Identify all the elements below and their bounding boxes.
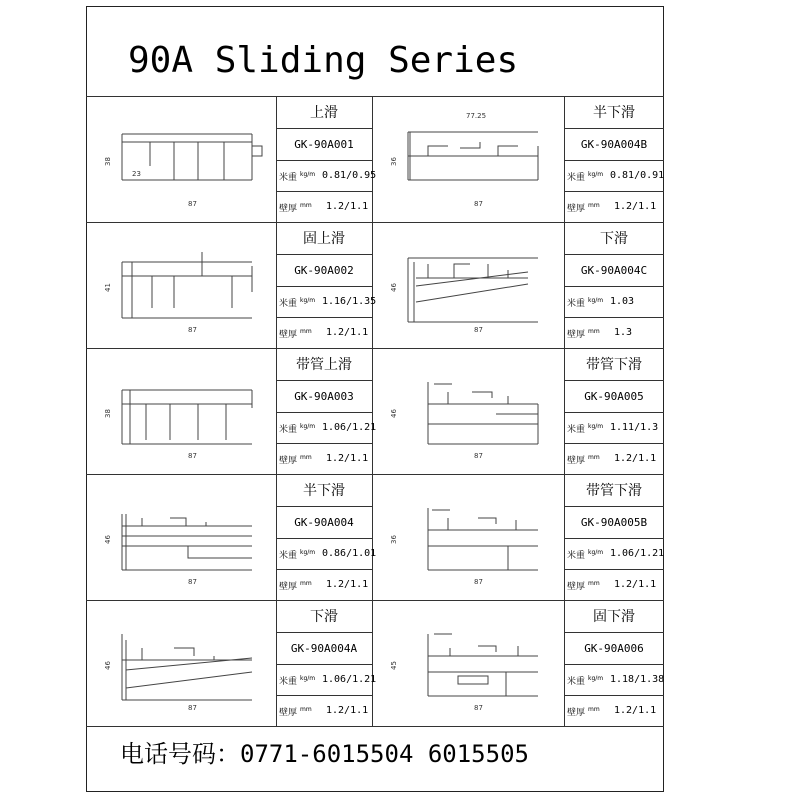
weight-unit: kg/m [300,171,316,178]
weight-unit: kg/m [588,171,604,178]
weight-label: 米重 [567,551,586,561]
dimension-label: 46 [104,535,112,544]
weight-value: 1.06/1.21 [610,548,665,559]
row-divider [86,726,664,727]
info-divider [564,412,664,413]
profile-outline [122,134,262,180]
info-divider [564,128,664,129]
profile-drawing [102,474,282,600]
profile-name: 带管上滑 [296,357,352,373]
profile-outline [408,132,538,180]
weight-label: 米重 [279,677,298,687]
thickness-label: 壁厚 [279,708,298,718]
info-divider [276,632,372,633]
dimension-label: 87 [188,578,197,586]
info-divider [564,443,664,444]
weight-value: 0.81/0.91 [610,170,665,181]
profile-drawing [388,222,568,348]
thickness-value: 1.2/1.1 [614,201,657,212]
profile-name: 半下滑 [303,483,345,499]
dimension-label: 87 [188,200,197,208]
dimension-label: 77.25 [466,112,487,120]
thickness-value: 1.2/1.1 [326,705,369,716]
weight-label: 米重 [567,299,586,309]
info-divider [564,632,664,633]
profile-code: GK-90A004A [290,642,358,655]
info-divider [276,538,372,539]
info-divider [564,317,664,318]
thickness-unit: mm [588,328,600,335]
weight-value: 0.86/1.01 [322,548,377,559]
profile-outline [122,252,252,318]
info-divider [564,569,664,570]
weight-value: 1.03 [610,296,635,307]
dimension-label: 87 [188,704,197,712]
profile-code: GK-90A005 [584,390,644,403]
profile-outline [428,382,538,444]
profile-outline [122,390,252,444]
profile-code: GK-90A005B [580,516,648,529]
weight-label: 米重 [567,425,586,435]
weight-unit: kg/m [300,675,316,682]
weight-label: 米重 [279,425,298,435]
info-divider [564,695,664,696]
weight-label: 米重 [567,677,586,687]
profile-outline [428,508,538,570]
dimension-label: 87 [474,704,483,712]
info-divider [564,380,664,381]
dimension-label: 87 [188,452,197,460]
profile-name: 固下滑 [593,609,635,625]
thickness-unit: mm [588,202,600,209]
profile-code: GK-90A002 [294,264,354,277]
thickness-unit: mm [300,202,312,209]
info-divider [276,695,372,696]
profile-name: 下滑 [310,609,338,625]
thickness-value: 1.2/1.1 [614,453,657,464]
profile-name: 固上滑 [303,231,345,247]
profile-drawing [102,600,282,726]
dimension-label: 87 [474,578,483,586]
thickness-label: 壁厚 [279,330,298,340]
profile-name: 半下滑 [593,105,635,121]
thickness-value: 1.2/1.1 [614,579,657,590]
profile-name: 带管下滑 [586,357,642,373]
profile-drawing [102,96,282,222]
profile-drawing [388,96,568,222]
profile-name: 上滑 [310,105,338,121]
thickness-unit: mm [300,706,312,713]
thickness-value: 1.2/1.1 [326,579,369,590]
dimension-label: 87 [474,326,483,334]
thickness-unit: mm [588,454,600,461]
info-divider [276,380,372,381]
profile-drawing [388,348,568,474]
profile-drawing [388,474,568,600]
thickness-value: 1.3 [614,327,633,338]
info-divider [564,160,664,161]
info-divider [564,286,664,287]
weight-unit: kg/m [588,549,604,556]
thickness-label: 壁厚 [567,204,586,214]
weight-label: 米重 [279,551,298,561]
profile-code: GK-90A004 [294,516,354,529]
dimension-label: 38 [104,157,112,166]
weight-unit: kg/m [588,675,604,682]
dimension-label: 87 [474,200,483,208]
thickness-label: 壁厚 [567,582,586,592]
thickness-value: 1.2/1.1 [614,705,657,716]
thickness-label: 壁厚 [279,456,298,466]
weight-value: 1.16/1.35 [322,296,377,307]
profile-name: 下滑 [600,231,628,247]
profile-outline [428,634,538,696]
info-divider [276,128,372,129]
info-divider [276,443,372,444]
thickness-value: 1.2/1.1 [326,201,369,212]
profile-outline [122,514,252,570]
profile-outline [122,634,252,700]
dimension-label: 46 [104,661,112,670]
thickness-value: 1.2/1.1 [326,327,369,338]
dimension-label: 87 [188,326,197,334]
weight-value: 1.06/1.21 [322,422,377,433]
weight-value: 1.11/1.3 [610,422,659,433]
info-divider [564,506,664,507]
thickness-unit: mm [588,580,600,587]
info-divider [564,191,664,192]
dimension-label: 41 [104,283,112,292]
dimension-label: 46 [390,283,398,292]
dimension-label: 36 [390,535,398,544]
weight-unit: kg/m [300,549,316,556]
column-divider [372,96,373,726]
thickness-label: 壁厚 [567,708,586,718]
info-divider [276,191,372,192]
weight-label: 米重 [279,173,298,183]
thickness-label: 壁厚 [567,456,586,466]
dimension-label: 87 [474,452,483,460]
profile-code: GK-90A006 [584,642,644,655]
profile-name: 带管下滑 [586,483,642,499]
profile-code: GK-90A001 [294,138,354,151]
weight-unit: kg/m [588,297,604,304]
weight-label: 米重 [279,299,298,309]
thickness-label: 壁厚 [279,582,298,592]
profile-drawing [102,348,282,474]
info-divider [276,317,372,318]
info-divider [564,538,664,539]
dimension-label: 38 [104,409,112,418]
info-divider [276,412,372,413]
dimension-label: 23 [132,170,141,178]
profile-drawing [388,600,568,726]
profile-outline [408,258,538,322]
dimension-label: 46 [390,409,398,418]
weight-unit: kg/m [588,423,604,430]
profile-drawing [102,222,282,348]
info-divider [276,286,372,287]
info-divider [564,254,664,255]
dimension-label: 36 [390,157,398,166]
phone-number: 电话号码：0771-6015504 6015505 [120,740,529,768]
weight-value: 1.18/1.38 [610,674,665,685]
weight-unit: kg/m [300,423,316,430]
weight-value: 1.06/1.21 [322,674,377,685]
info-divider [276,664,372,665]
thickness-value: 1.2/1.1 [326,453,369,464]
info-divider [564,664,664,665]
weight-unit: kg/m [300,297,316,304]
profile-code: GK-90A003 [294,390,354,403]
info-divider [276,254,372,255]
info-divider [276,569,372,570]
thickness-label: 壁厚 [567,330,586,340]
thickness-label: 壁厚 [279,204,298,214]
info-divider [276,506,372,507]
thickness-unit: mm [588,706,600,713]
thickness-unit: mm [300,328,312,335]
profile-code: GK-90A004B [580,138,648,151]
thickness-unit: mm [300,454,312,461]
info-divider [276,160,372,161]
thickness-unit: mm [300,580,312,587]
profile-code: GK-90A004C [580,264,648,277]
weight-label: 米重 [567,173,586,183]
dimension-label: 45 [390,661,398,670]
page-title: 90A Sliding Series [128,40,519,81]
weight-value: 0.81/0.95 [322,170,377,181]
